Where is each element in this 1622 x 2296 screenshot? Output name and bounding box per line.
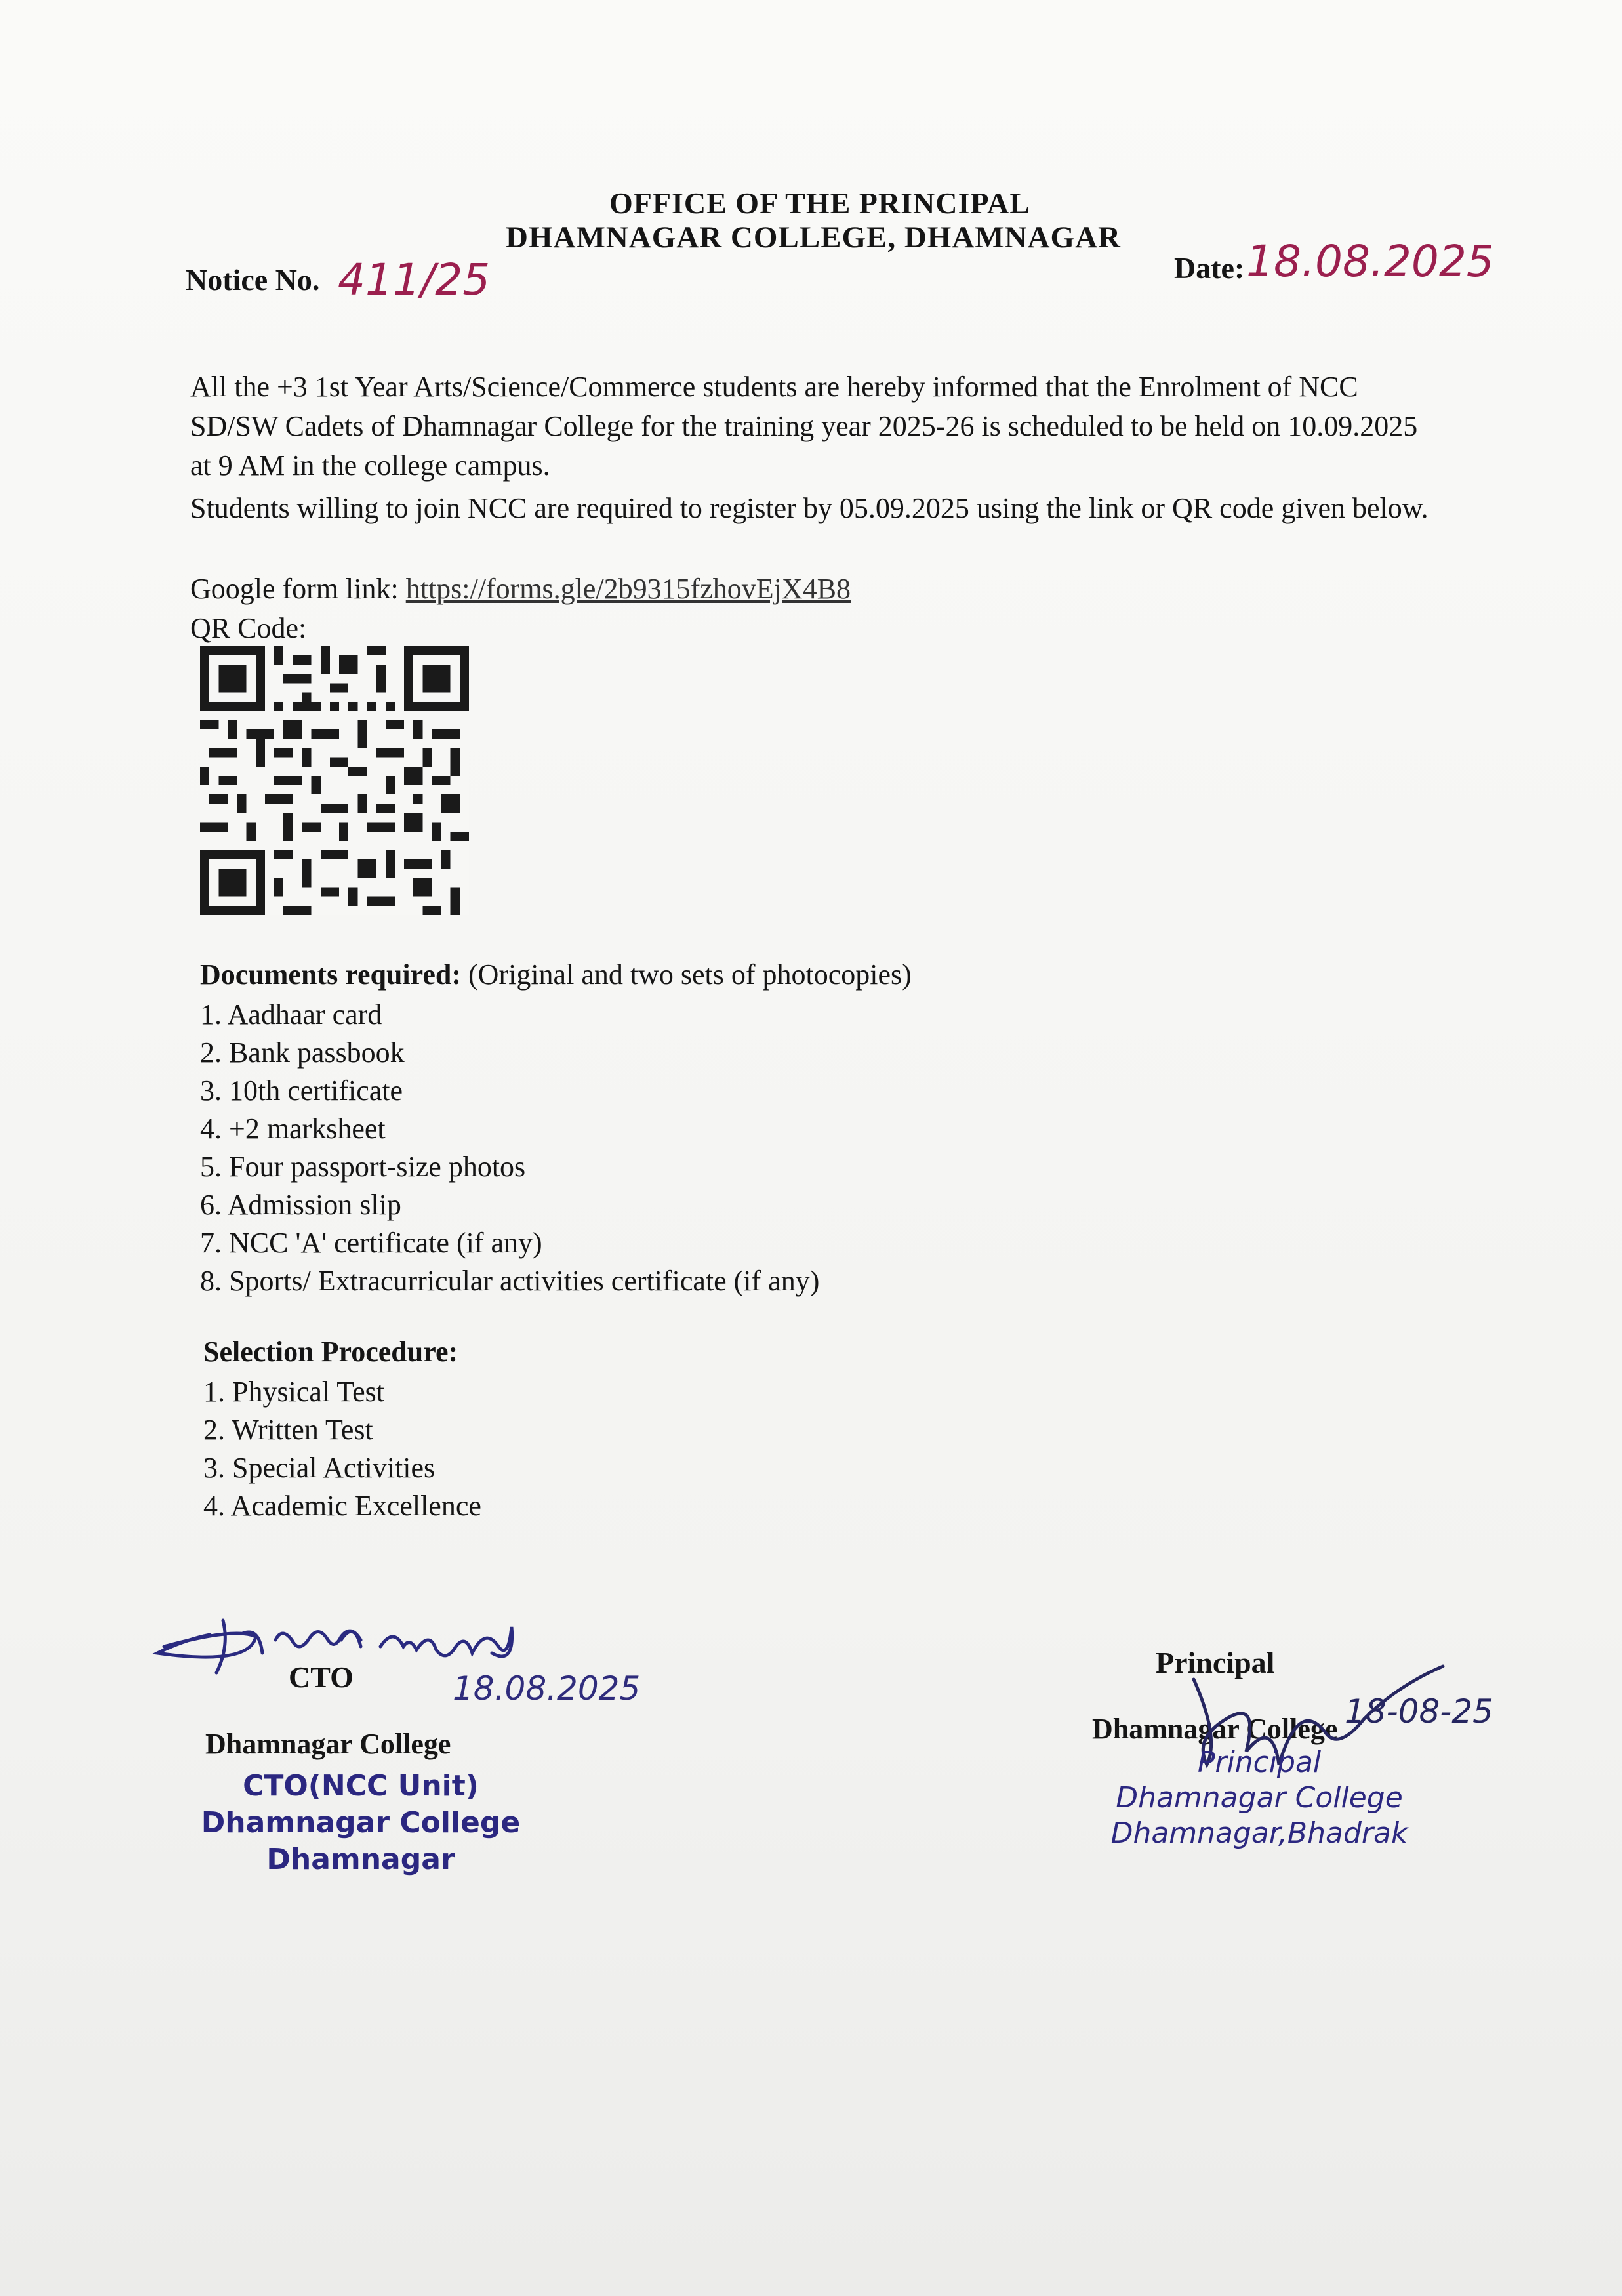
selection-item: 3. Special Activities bbox=[203, 1452, 436, 1484]
cto-signature bbox=[144, 1601, 735, 1699]
document-item: 7. NCC 'A' certificate (if any) bbox=[200, 1227, 542, 1259]
registration-paragraph: Students willing to join NCC are required to register by 05.09.2025 using the link or QR code given below. bbox=[190, 492, 1429, 524]
documents-note: (Original and two sets of photocopies) bbox=[468, 958, 912, 991]
document-item: 1. Aadhaar card bbox=[200, 998, 382, 1031]
document-item: 2. Bank passbook bbox=[200, 1036, 405, 1069]
college-heading: DHAMNAGAR COLLEGE, DHAMNAGAR bbox=[506, 220, 1121, 255]
notice-number: 411/25 bbox=[338, 255, 491, 305]
qr-code[interactable] bbox=[197, 646, 472, 915]
documents-title: Documents required: bbox=[200, 958, 462, 991]
cto-stamp bbox=[197, 1768, 525, 1878]
cto-title: CTO bbox=[289, 1660, 354, 1694]
cto-sign-date: 18.08.2025 bbox=[453, 1670, 641, 1708]
cto-stamp-line: Dhamnagar College bbox=[201, 1806, 521, 1839]
documents-heading-line bbox=[200, 958, 912, 991]
selection-title: Selection Procedure: bbox=[203, 1336, 458, 1368]
cto-stamp-line: CTO(NCC Unit) bbox=[243, 1769, 479, 1803]
selection-item: 1. Physical Test bbox=[203, 1376, 384, 1408]
documents-list bbox=[200, 996, 819, 1300]
google-form-link[interactable]: https://forms.gle/2b9315fzhovEjX4B8 bbox=[405, 573, 851, 605]
notice-label: Notice No. bbox=[186, 263, 320, 297]
principal-sign-date: 18-08-25 bbox=[1345, 1692, 1493, 1731]
selection-item: 4. Academic Excellence bbox=[203, 1490, 481, 1522]
principal-stamp-line: Dhamnagar,Bhadrak bbox=[1110, 1816, 1408, 1850]
date-label: Date: bbox=[1174, 251, 1245, 285]
date-value: 18.08.2025 bbox=[1246, 236, 1494, 287]
principal-stamp-line: Principal bbox=[1197, 1746, 1322, 1779]
principal-stamp bbox=[1076, 1745, 1443, 1851]
qr-label: QR Code: bbox=[190, 612, 307, 644]
document-item: 4. +2 marksheet bbox=[200, 1113, 386, 1145]
google-form-label: Google form link: bbox=[190, 573, 399, 605]
document-item: 6. Admission slip bbox=[200, 1189, 401, 1221]
document-item: 3. 10th certificate bbox=[200, 1075, 403, 1107]
cto-institution: Dhamnagar College bbox=[205, 1728, 451, 1760]
intro-paragraph: All the +3 1st Year Arts/Science/Commerce students are hereby informed that the Enrolment of NCC SD/SW Cadets of Dhamnagar College for the training year 2025-26 is scheduled to be held on 10.09.2025 at 9 AM in the college campus. bbox=[190, 371, 1418, 482]
document-item: 5. Four passport-size photos bbox=[200, 1151, 526, 1183]
selection-list bbox=[203, 1373, 481, 1525]
google-form-line bbox=[190, 569, 1436, 609]
principal-institution: Dhamnagar College bbox=[1092, 1713, 1338, 1745]
principal-stamp-line: Dhamnagar College bbox=[1116, 1781, 1403, 1814]
principal-title: Principal bbox=[1156, 1646, 1275, 1679]
cto-stamp-line: Dhamnagar bbox=[266, 1843, 455, 1876]
selection-item: 2. Written Test bbox=[203, 1414, 373, 1446]
office-heading: OFFICE OF THE PRINCIPAL bbox=[609, 186, 1030, 220]
document-item: 8. Sports/ Extracurricular activities certificate (if any) bbox=[200, 1265, 820, 1297]
